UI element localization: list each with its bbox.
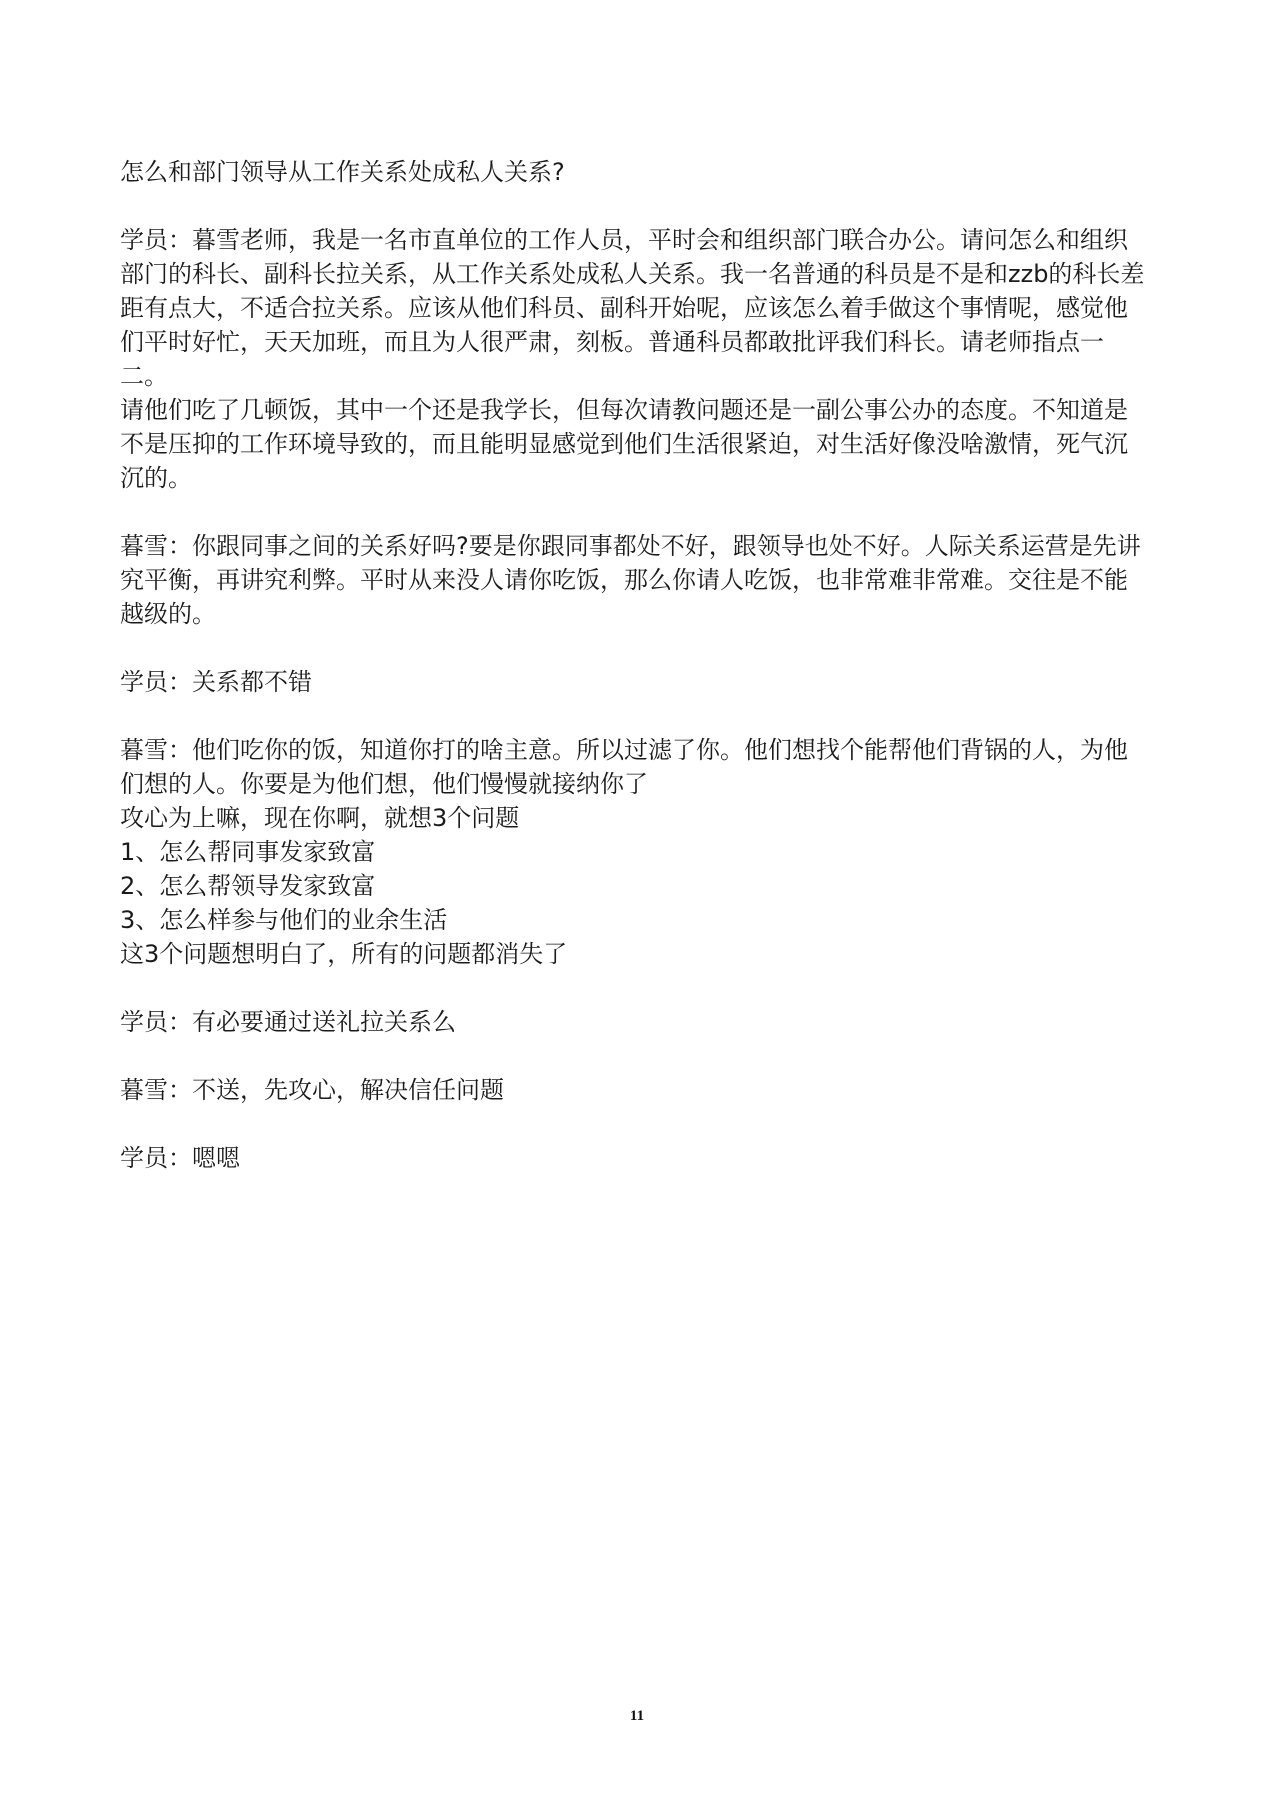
spacer	[120, 1107, 1150, 1141]
list-item: 1、怎么帮同事发家致富	[120, 838, 376, 866]
spacer	[120, 1039, 1150, 1073]
document-body	[120, 155, 1150, 1175]
teacher-reply-2-conclusion: 这3个问题想明白了，所有的问题都消失了	[120, 940, 568, 968]
teacher-reply-1: 暮雪：你跟同事之间的关系好吗?要是你跟同事都处不好，跟领导也处不好。人际关系运营是先讲究平衡，再讲究利弊。平时从来没人请你吃饭，那么你请人吃饭，也非常难非常难。交往是不能越级的。	[120, 532, 1141, 628]
spacer	[120, 699, 1150, 733]
spacer	[120, 631, 1150, 665]
student-reply-3: 学员：嗯嗯	[120, 1144, 240, 1172]
student-followup: 请他们吃了几顿饭，其中一个还是我学长，但每次请教问题还是一副公事公办的态度。不知道是不是压抑的工作环境导致的，而且能明显感觉到他们生活很紧迫，对生活好像没啥激情，死气沉沉的。	[120, 396, 1128, 492]
student-question: 学员：暮雪老师，我是一名市直单位的工作人员，平时会和组织部门联合办公。请问怎么和组织部门的科长、副科长拉关系，从工作关系处成私人关系。我一名普通的科员是不是和zzb的科长差距有点大，不适合拉关系。应该从他们科员、副科开始呢，应该怎么着手做这个事情呢，感觉他们平时好忙，天天加班，而且为人很严肃，刻板。普通科员都敢批评我们科长。请老师指点一二。	[120, 226, 1145, 390]
student-reply-1: 学员：关系都不错	[120, 668, 312, 696]
spacer	[120, 495, 1150, 529]
list-item: 3、怎么样参与他们的业余生活	[120, 906, 448, 934]
page-number: 11	[629, 1708, 645, 1724]
teacher-reply-2-intro: 攻心为上嘛，现在你啊，就想3个问题	[120, 804, 520, 832]
spacer	[120, 189, 1150, 223]
teacher-reply-2: 暮雪：他们吃你的饭，知道你打的啥主意。所以过滤了你。他们想找个能帮他们背锅的人，为他们想的人。你要是为他们想，他们慢慢就接纳你了	[120, 736, 1128, 798]
teacher-reply-3: 暮雪：不送，先攻心，解决信任问题	[120, 1076, 504, 1104]
spacer	[120, 971, 1150, 1005]
list-item: 2、怎么帮领导发家致富	[120, 872, 376, 900]
student-reply-2: 学员：有必要通过送礼拉关系么	[120, 1008, 456, 1036]
document-title: 怎么和部门领导从工作关系处成私人关系?	[120, 158, 565, 186]
